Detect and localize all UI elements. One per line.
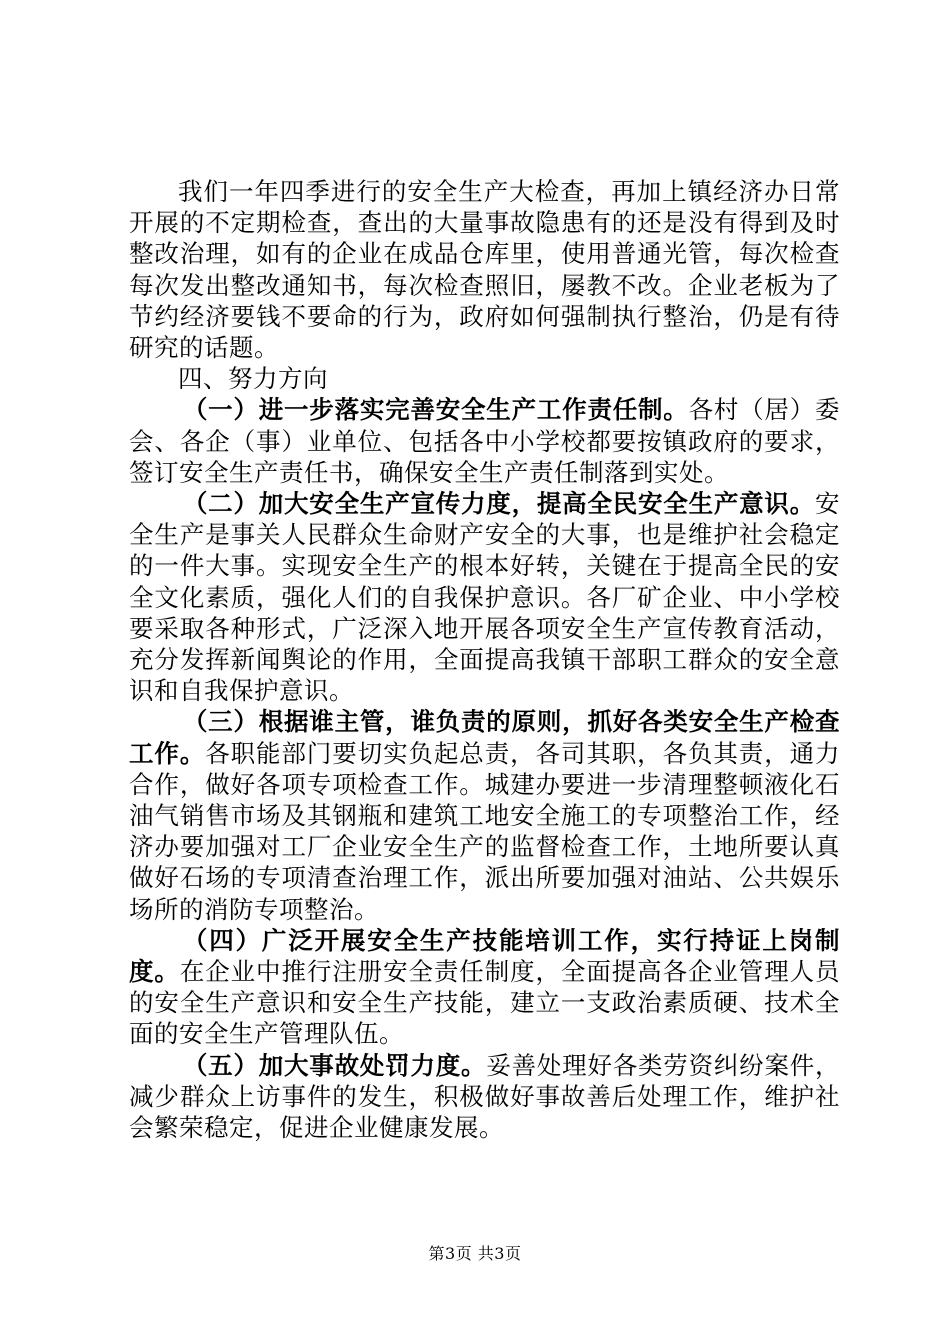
- direction-item-3: [129, 706, 840, 924]
- direction-item-4-text: 在企业中推行注册安全责任制度，全面提高各企业管理人员的安全生产意识和安全生产技能，建立一支政治素质硬、技术全面的安全生产管理队伍。: [129, 957, 841, 1049]
- intro-paragraph-text: 我们一年四季进行的安全生产大检查，再加上镇经济办日常开展的不定期检查，查出的大量事故隐患有的还是没有得到及时整改治理，如有的企业在成品仓库里，使用普通光管，每次检查每次发出整改通知书，每次检查照旧，屡教不改。企业老板为了节约经济要钱不要命的行为，政府如何强制执行整治，仍是有待研究的话题。: [129, 177, 840, 363]
- direction-item-4-lead: （四）广泛开展安全生产技能培训工作，实行持证上岗制度。: [129, 925, 840, 987]
- page-number-label: 第3页 共3页: [428, 1244, 522, 1263]
- direction-item-2: [129, 488, 840, 706]
- direction-item-5: [129, 1050, 840, 1144]
- direction-item-1-text: 各村（居）委会、各企（事）业单位、包括各中小学校都要按镇政府的要求，签订安全生产责任书，确保安全生产责任制落到实处。: [129, 395, 840, 487]
- direction-item-2-text: 安全生产是事关人民群众生命财产安全的大事，也是维护社会稳定的一件大事。实现安全生产的根本好转，关键在于提高全民的安全文化素质，强化人们的自我保护意识。各厂矿企业、中小学校要采取各种形式，广泛深入地开展各项安全生产宣传教育活动，充分发挥新闻舆论的作用，全面提高我镇干部职工群众的安全意识和自我保护意识。: [129, 489, 840, 706]
- direction-item-4: [129, 925, 840, 1050]
- direction-item-1: [129, 394, 840, 488]
- direction-item-5-lead: （五）加大事故处罚力度。: [182, 1050, 487, 1080]
- section-heading: [129, 363, 840, 394]
- section-heading-text: 四、努力方向: [178, 364, 328, 394]
- intro-paragraph: [129, 176, 840, 363]
- direction-item-3-lead: （三）根据谁主管，谁负责的原则，抓好各类安全生产检查工作。: [129, 707, 840, 768]
- direction-item-1-lead: （一）进一步落实完善安全生产工作责任制。: [182, 395, 689, 425]
- direction-item-2-lead: （二）加大安全生产宣传力度，提高全民安全生产意识。: [182, 489, 815, 519]
- direction-item-5-text: 妥善处理好各类劳资纠纷案件，减少群众上访事件的发生，积极做好事故善后处理工作，维护社会繁荣稳定，促进企业健康发展。: [129, 1050, 841, 1143]
- document-body: [129, 176, 840, 1143]
- direction-item-3-text: 各职能部门要切实负起总责，各司其职，各负其责，通力合作，做好各项专项检查工作。城建办要进一步清理整顿液化石油气销售市场及其钢瓶和建筑工地安全施工的专项整治工作，经济办要加强对工厂企业安全生产的监督检查工作，土地所要认真做好石场的专项清查治理工作，派出所要加强对油站、公共娱乐场所的消防专项整治。: [129, 738, 841, 924]
- page-footer: [0, 1244, 950, 1264]
